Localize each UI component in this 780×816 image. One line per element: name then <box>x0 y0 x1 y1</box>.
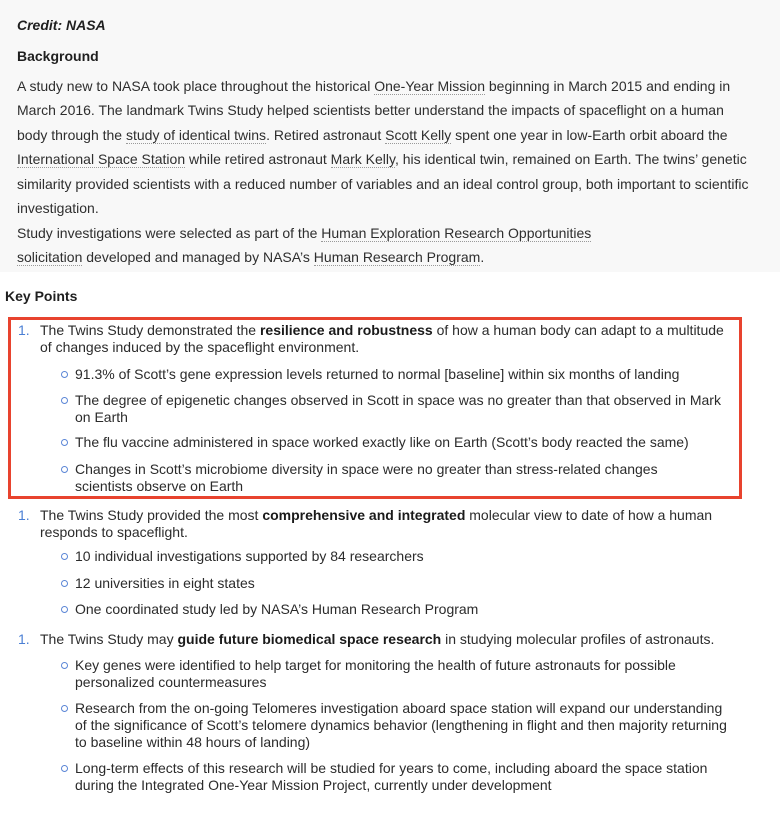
bullet-icon <box>61 662 68 669</box>
inline-link[interactable]: study of identical twins <box>125 126 267 143</box>
background-paragraph-2 <box>17 221 627 270</box>
sub-point: Key genes were identified to help target for monitoring the health of future astronauts for possible personalized countermeasures <box>61 657 741 691</box>
bullet-icon <box>61 606 68 613</box>
paragraph-text: . <box>480 249 485 266</box>
inline-link[interactable]: Human Exploration Research Opportunities solicitation <box>17 225 592 266</box>
list-number: 1. <box>18 631 30 647</box>
key-point-bold: comprehensive and integrated <box>262 507 466 523</box>
key-point-bold: guide future biomedical space research <box>177 631 442 647</box>
inline-link[interactable]: One-Year Mission <box>374 78 485 94</box>
bullet-icon <box>61 371 68 378</box>
paragraph-text: . Retired astronaut <box>266 126 386 143</box>
inline-link[interactable]: Scott Kelly <box>385 126 452 143</box>
sub-point: The degree of epigenetic changes observed in Scott in space was no greater than that observed in Mark on Earth <box>61 392 741 426</box>
background-paragraph-1 <box>17 74 757 220</box>
paragraph-text: beginning in March 2015 and ending in March 2016. The landmark Twins Study helped scientists better understand the impacts of spaceflight on a human body through the <box>17 78 731 143</box>
key-point-text: The Twins Study demonstrated the <box>40 322 260 338</box>
bullet-icon <box>61 705 68 712</box>
bullet-icon <box>61 580 68 587</box>
key-point-3 <box>18 631 748 648</box>
bullet-icon <box>61 439 68 446</box>
paragraph-text: spent one year in low-Earth orbit aboard the <box>451 126 728 143</box>
background-heading: Background <box>17 48 99 64</box>
sub-point: 10 individual investigations supported by 84 researchers <box>61 548 741 565</box>
image-credit: Credit: NASA <box>17 17 106 33</box>
key-point-text: of how a human body can adapt to a multitude of changes induced by the spaceflight environment. <box>40 322 724 355</box>
sub-point: 91.3% of Scott’s gene expression levels returned to normal [baseline] within six months of landing <box>61 366 741 383</box>
sub-point: Long-term effects of this research will be studied for years to come, including aboard the space station during the Integrated One-Year Mission Project, currently under development <box>61 760 741 794</box>
key-point-text: The Twins Study provided the most <box>40 507 263 523</box>
sub-point: 12 universities in eight states <box>61 575 741 592</box>
inline-link[interactable]: International Space Station <box>17 151 186 168</box>
bullet-icon <box>61 397 68 404</box>
key-point-text: in studying molecular profiles of astronauts. <box>441 631 715 647</box>
sub-point: One coordinated study led by NASA’s Human Research Program <box>61 601 741 618</box>
key-point-bold: resilience and robustness <box>259 322 433 338</box>
key-point-text: The Twins Study may <box>40 631 178 647</box>
paragraph-text: Study investigations were selected as part of the <box>17 225 322 241</box>
bullet-icon <box>61 553 68 560</box>
inline-link[interactable]: Human Research Program <box>313 249 481 266</box>
paragraph-text: A study new to NASA took place throughout the historical <box>17 78 375 94</box>
key-point-text: molecular view to date of how a human responds to spaceflight. <box>40 507 713 540</box>
bullet-icon <box>61 466 68 473</box>
list-number: 1. <box>18 322 30 338</box>
key-point-1 <box>18 322 748 356</box>
sub-point: Changes in Scott’s microbiome diversity in space were no greater than stress-related changes scientists observe on Earth <box>61 461 741 495</box>
sub-point: The flu vaccine administered in space worked exactly like on Earth (Scott’s body reacted the same) <box>61 434 741 451</box>
sub-point: Research from the on-going Telomeres investigation aboard space station will expand our understanding of the significance of Scott’s telomere dynamics behavior (lengthening in flight and then majority returning to baseline within 48 hours of landing) <box>61 700 741 751</box>
key-points-heading: Key Points <box>5 288 78 304</box>
paragraph-text: while retired astronaut <box>185 151 331 168</box>
inline-link[interactable]: Mark Kelly <box>330 151 395 168</box>
bullet-icon <box>61 765 68 772</box>
paragraph-text: developed and managed by NASA’s <box>82 249 314 266</box>
paragraph-text: , his identical twin, remained on Earth. The twins’ genetic similarity provided scientists with a reduced number of variables and an ideal control group, both important to scientific investigation. <box>17 151 749 217</box>
list-number: 1. <box>18 507 30 523</box>
key-point-2 <box>18 507 748 541</box>
